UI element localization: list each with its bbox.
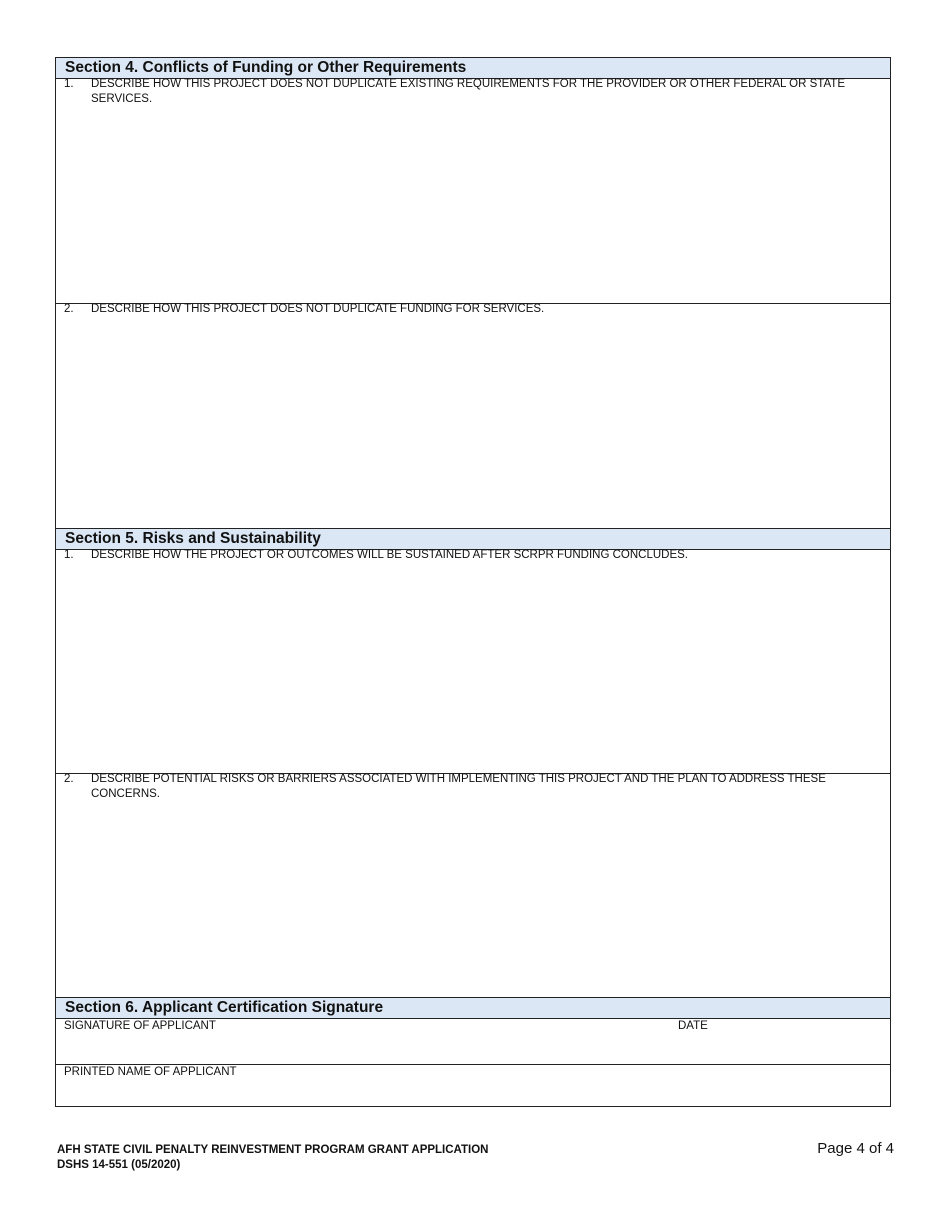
section-4-header — [56, 58, 890, 79]
section-5-header — [56, 528, 890, 550]
page-number: Page 4 of 4 — [817, 1140, 894, 1157]
printed-name-label: PRINTED NAME OF APPLICANT — [64, 1066, 237, 1078]
s5-q2-field[interactable] — [56, 773, 890, 997]
s5-q1-field[interactable] — [56, 550, 890, 773]
s4-q1-field[interactable] — [56, 79, 890, 303]
s4-q2-prompt: DESCRIBE HOW THIS PROJECT DOES NOT DUPLICATE FUNDING FOR SERVICES. — [91, 303, 545, 315]
s5-q1-number: 1. — [64, 549, 74, 561]
signature-row — [56, 1019, 890, 1064]
s4-q2-number: 2. — [64, 303, 74, 315]
date-label: DATE — [678, 1020, 708, 1032]
section-6-title: Section 6. Applicant Certification Signature — [65, 999, 384, 1016]
signature-field[interactable] — [56, 1019, 670, 1064]
signature-label: SIGNATURE OF APPLICANT — [64, 1020, 216, 1032]
section-4-title: Section 4. Conflicts of Funding or Other Requirements — [65, 59, 467, 76]
section-6-header — [56, 997, 890, 1019]
printed-name-field[interactable] — [56, 1064, 890, 1107]
s5-q1-prompt: DESCRIBE HOW THE PROJECT OR OUTCOMES WILL BE SUSTAINED AFTER SCRPR FUNDING CONCLUDES. — [91, 549, 689, 561]
s4-q1-prompt: DESCRIBE HOW THIS PROJECT DOES NOT DUPLICATE EXISTING REQUIREMENTS FOR THE PROVIDER OR OTHER FEDERAL OR STATE SERVICES. — [91, 78, 845, 105]
footer-form-title: AFH STATE CIVIL PENALTY REINVESTMENT PROGRAM GRANT APPLICATION — [57, 1144, 489, 1156]
s4-q1-number: 1. — [64, 78, 74, 90]
footer-form-info — [57, 1143, 488, 1173]
date-field[interactable] — [670, 1019, 890, 1064]
s5-q2-number: 2. — [64, 773, 74, 785]
grant-application-form — [55, 57, 891, 1107]
section-5-title: Section 5. Risks and Sustainability — [65, 530, 321, 547]
s5-q2-prompt: DESCRIBE POTENTIAL RISKS OR BARRIERS ASSOCIATED WITH IMPLEMENTING THIS PROJECT AND THE PLAN TO ADDRESS THESE CONCERNS. — [91, 773, 826, 800]
footer-form-number: DSHS 14-551 (05/2020) — [57, 1159, 181, 1171]
s4-q2-field[interactable] — [56, 303, 890, 528]
